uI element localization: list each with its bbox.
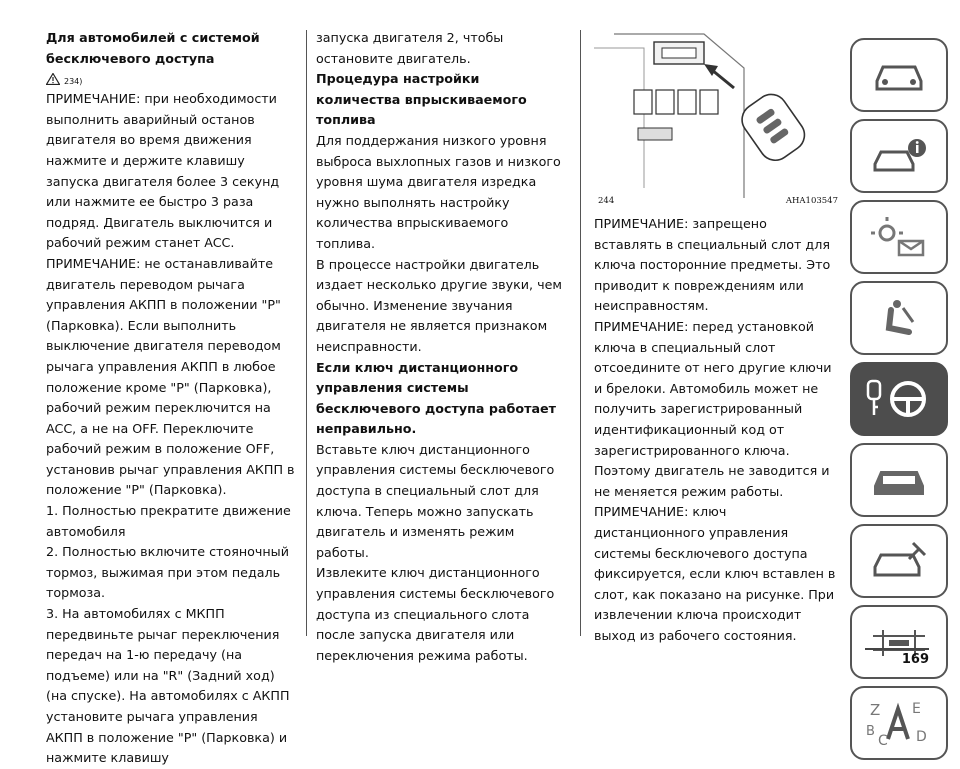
middle-column [316, 28, 568, 666]
paragraph: В процессе настройки двигатель издает несколько другие звуки, чем обычно. Изменение звучания двигателя не является признаком неисправности. [316, 256, 562, 354]
tab-car-maintenance[interactable] [850, 524, 948, 598]
tab-car-breakdown[interactable] [850, 443, 948, 517]
svg-text:E: E [912, 701, 921, 717]
column-divider [580, 30, 581, 636]
svg-text:C: C [878, 733, 888, 747]
warning-triangle-icon [46, 73, 60, 85]
paragraph: ПРИМЕЧАНИЕ: перед установкой ключа в специальный слот отсоедините от него другие ключи и брелоки. Автомобиль может не получить зарегистрированный идентификационный код от зарегистрированного ключа. Поэтому двигатель не заводится и не меняется режим работы. [594, 318, 832, 499]
key-steering-wheel-icon [864, 377, 934, 421]
step-item: 3. На автомобилях с МКПП передвиньте рычаг переключения передач на 1-ю передачу (на подъеме) или на "R" (Задний ход) (на спуске). На автомобилях с АКПП установите рычага управления АКПП в положение "P" (Парковка) и нажмите клавишу [46, 606, 290, 766]
car-breakdown-icon [869, 460, 929, 500]
section-heading: Если ключ дистанционного управления системы бесключевого доступа работает неправильно. [316, 359, 556, 437]
section-heading: Процедура настройки количества впрыскиваемого топлива [316, 71, 527, 128]
tab-car-front[interactable] [850, 38, 948, 112]
warning-ref-number: 234) [64, 77, 83, 87]
section-heading: Для автомобилей с системой бесключевого доступа [46, 30, 260, 66]
step-item: 1. Полностью прекратите движение автомобиля [46, 503, 291, 539]
svg-text:D: D [916, 729, 927, 745]
paragraph: ПРИМЕЧАНИЕ: не останавливайте двигатель переводом рычага управления АКПП в положении "P" (Парковка). Если выполнить выключение двигателя переводом рычага управления АКПП в любое положение кроме "P" (Парковка), рабочий режим переключится на ACC, а не на OFF. Переключите рабочий режим в положение OFF, установив рычаг управления АКПП в положение "P" (Парковка). [46, 255, 295, 498]
left-column [46, 28, 298, 769]
tab-key-steering-wheel[interactable] [850, 362, 948, 436]
right-column [594, 214, 836, 646]
tab-car-info[interactable] [850, 119, 948, 193]
paragraph: Вставьте ключ дистанционного управления системы бесключевого доступа в специальный слот для ключа. Теперь можно запускать двигатель и изменять режим работы. [316, 441, 555, 560]
paragraph: ПРИМЕЧАНИЕ: запрещено вставлять в специальный слот для ключа посторонние предметы. Это приводит к повреждениям или неисправностям. [594, 216, 831, 314]
seat-airbag-icon [869, 298, 929, 338]
svg-text:Z: Z [870, 701, 881, 719]
svg-text:B: B [866, 724, 875, 739]
key-slot-drawing [594, 28, 842, 198]
figure-caption [598, 196, 838, 206]
warning-reference [46, 69, 298, 89]
paragraph: ПРИМЕЧАНИЕ: ключ дистанционного управления системы бесключевого доступа фиксируется, если ключ вставлен в слот, как показано на рисунке. При извлечении ключа происходит выход из рабочего состояния. [594, 504, 836, 643]
paragraph: Извлеките ключ дистанционного управления системы бесключевого доступа из специального слота после запуска двигателя или переключения режима работы. [316, 565, 555, 663]
car-front-icon [869, 55, 929, 95]
alphabetical-index-icon [864, 699, 934, 747]
paragraph: Для поддержания низкого уровня выброса выхлопных газов и низкого уровня шума двигателя изредка нужно выполнять настройку количества впрыскиваемого топлива. [316, 132, 561, 251]
tab-dashboard-lights[interactable] [850, 200, 948, 274]
car-maintenance-icon [869, 541, 929, 581]
tab-seat-airbag[interactable] [850, 281, 948, 355]
tab-alphabetical-index[interactable] [850, 686, 948, 760]
key-slot-illustration [594, 28, 842, 208]
column-divider [306, 30, 307, 636]
page-number: 169 [865, 648, 929, 674]
step-item: 2. Полностью включите стояночный тормоз, выжимая при этом педаль тормоза. [46, 544, 289, 601]
paragraph: запуска двигателя 2, чтобы остановите двигатель. [316, 30, 504, 66]
car-info-icon [869, 136, 929, 176]
figure-number: 244 [598, 196, 615, 206]
paragraph: ПРИМЕЧАНИЕ: при необходимости выполнить аварийный останов двигателя во время движения нажмите и держите клавишу запуска двигателя более 3 секунд или нажмите ее быстро 3 раза подряд. Двигатель выключится и рабочий режим станет ACC. [46, 91, 280, 251]
dashboard-lights-icon [869, 217, 929, 257]
figure-code: AHA103547 [785, 196, 838, 206]
